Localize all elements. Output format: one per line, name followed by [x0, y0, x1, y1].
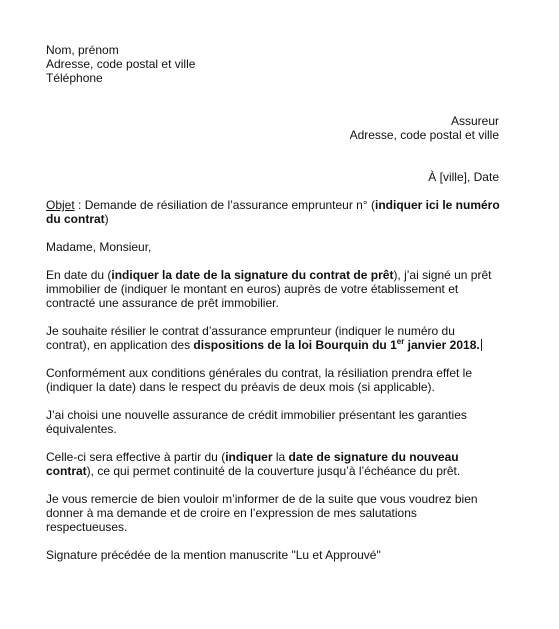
recipient-block — [350, 114, 499, 142]
paragraph-conditions: Conformément aux conditions générales du contrat, la résiliation prendra effet le (indiquer la date) dans le respect du préavis de deux mois (si applicable). — [46, 366, 473, 394]
signature-line: Signature précédée de la mention manuscrite "Lu et Approuvé" — [46, 548, 381, 562]
text-cursor — [481, 339, 482, 351]
sender-block — [46, 43, 195, 85]
paragraph-termination-request: Je souhaite résilier le contrat d’assurance emprunteur (indiquer le numéro du contrat), en application des dispositions de la loi Bourquin du 1er janvier 2018. — [46, 324, 480, 352]
subject-paragraph: Objet : Demande de résiliation de l’assurance emprunteur n° (indiquer ici le numéro du contrat) — [46, 198, 500, 226]
sender-address: Adresse, code postal et ville — [46, 57, 196, 71]
sender-phone: Téléphone — [46, 71, 103, 85]
sender-name: Nom, prénom — [46, 43, 119, 57]
salutation: Madame, Monsieur, — [46, 240, 152, 254]
paragraph-loan-date: En date du (indiquer la date de la signature du contrat de prêt), j’ai signé un prêt immobilier de (indiquer le montant en euros) auprès de votre établissement et contracté une assurance de prêt immobilier. — [46, 268, 492, 310]
place-date: À [ville], Date — [428, 170, 499, 184]
subject-label: Objet — [46, 198, 75, 212]
paragraph-effective-date: Celle-ci sera effective à partir du (indiquer la date de signature du nouveau contrat), ce qui permet continuité de la couverture jusqu’à l’échéance du prêt. — [46, 450, 461, 478]
recipient-address: Adresse, code postal et ville — [349, 128, 499, 142]
paragraph-closing: Je vous remercie de bien vouloir m’informer de de la suite que vous voudrez bien donner à ma demande et de croire en l’expression de mes salutations respectueuses. — [46, 492, 478, 534]
letter-body — [46, 198, 502, 576]
paragraph-new-insurance: J’ai choisi une nouvelle assurance de crédit immobilier présentant les garanties équivalentes. — [46, 408, 467, 436]
recipient-name: Assureur — [450, 114, 499, 128]
